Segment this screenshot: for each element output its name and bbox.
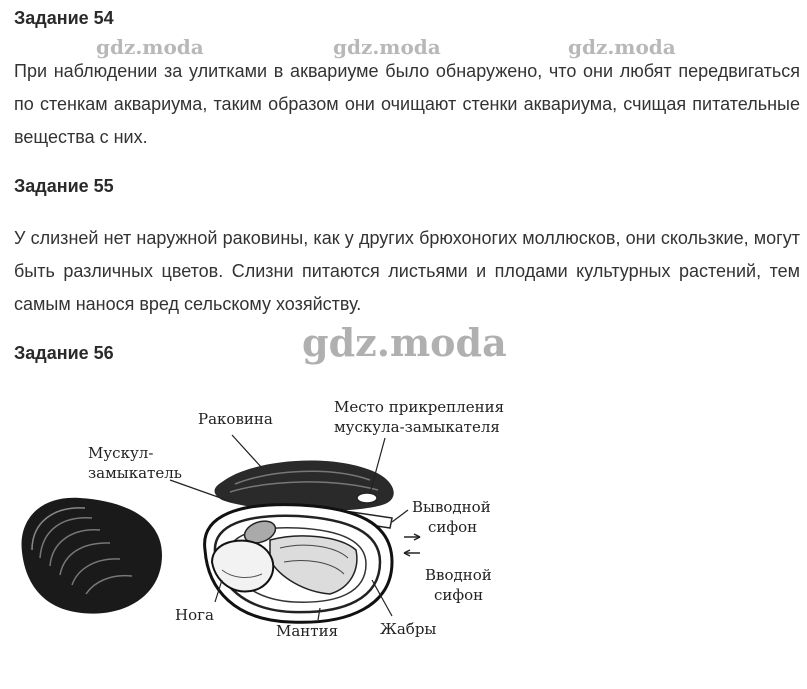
watermark-large: gdz.moda bbox=[302, 320, 507, 365]
watermark: gdz.moda bbox=[568, 35, 676, 59]
task-56-heading: Задание 56 bbox=[14, 343, 114, 363]
opened-bivalve-illustration bbox=[205, 461, 420, 623]
task-55-text: У слизней нет наружной раковины, как у других брюхоногих моллюсков, они скользкие, могут быть различных цветов. Слизни питаются листьями и плодами культурных растений, тем самым нанося вред сельскому хозяйству. bbox=[14, 228, 800, 314]
label-out-siphon-line2: сифон bbox=[428, 518, 478, 536]
label-attachment-line1: Место прикрепления bbox=[334, 398, 505, 416]
closed-shell-illustration bbox=[22, 498, 162, 614]
label-foot: Нога bbox=[175, 606, 214, 624]
watermark: gdz.moda bbox=[333, 35, 441, 59]
task-54-text: При наблюдении за улитками в аквариуме было обнаружено, что они любят передвигаться по стенкам аквариума, таким образом они очищают стенки аквариума, счищая питательные вещества с них. bbox=[14, 61, 800, 147]
label-shell: Раковина bbox=[198, 410, 273, 428]
label-attachment-line2: мускула-замыкателя bbox=[334, 418, 500, 436]
label-in-siphon-line2: сифон bbox=[434, 586, 484, 604]
bivalve-anatomy-diagram bbox=[0, 380, 560, 660]
watermark: gdz.moda bbox=[96, 35, 204, 59]
label-in-siphon-line1: Вводной bbox=[425, 566, 492, 584]
label-muscle-line2: замыкатель bbox=[88, 464, 182, 482]
label-muscle-line1: Мускул- bbox=[88, 444, 154, 462]
task-54-heading: Задание 54 bbox=[14, 8, 114, 28]
label-out-siphon-line1: Выводной bbox=[412, 498, 491, 516]
label-mantle: Мантия bbox=[276, 622, 339, 640]
task-55-heading: Задание 55 bbox=[14, 176, 114, 196]
label-gills: Жабры bbox=[380, 620, 437, 638]
